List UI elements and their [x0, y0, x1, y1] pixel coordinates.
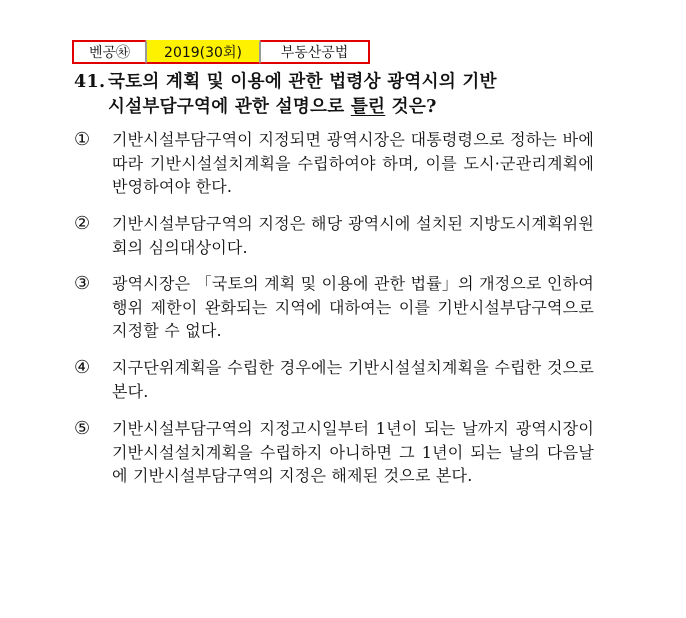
answer-option-5[interactable] [74, 417, 594, 488]
answer-option-4[interactable] [74, 356, 594, 403]
option-marker: ④ [74, 357, 91, 378]
question-text-line2 [74, 95, 614, 120]
subject-tag: 벤공㉷ [72, 40, 146, 64]
header-tag-bar [72, 40, 370, 64]
option-text: 광역시장은 「국토의 계획 및 이용에 관한 법률」의 개정으로 인하여 행위 제한이 완화되는 지역에 대하여는 이를 기반시설부담구역으로 지정할 수 없다. [112, 274, 594, 340]
option-marker: ② [74, 213, 91, 234]
option-marker: ⑤ [74, 418, 91, 439]
option-marker: ③ [74, 273, 91, 294]
answer-option-2[interactable] [74, 212, 594, 259]
answer-option-1[interactable] [74, 128, 594, 199]
answer-option-3[interactable] [74, 272, 594, 343]
option-text: 기반시설부담구역이 지정되면 광역시장은 대통령령으로 정하는 바에 따라 기반시설설치계획을 수립하여야 하며, 이를 도시·군관리계획에 반영하여야 한다. [112, 130, 594, 196]
option-text: 기반시설부담구역의 지정은 해당 광역시에 설치된 지방도시계획위원회의 심의대상이다. [112, 214, 594, 257]
exam-year-tag: 2019(30회) [146, 40, 260, 64]
option-text: 지구단위계획을 수립한 경우에는 기반시설설치계획을 수립한 것으로 본다. [112, 358, 594, 401]
question-text-line1: 국토의 계획 및 이용에 관한 법령상 광역시의 기반 [108, 72, 497, 92]
question-text-before: 시설부담구역에 관한 설명으로 [108, 97, 351, 117]
question-text-after: 것은? [385, 97, 437, 117]
question-emphasis: 틀린 [350, 97, 386, 117]
option-text: 기반시설부담구역의 지정고시일부터 1년이 되는 날까지 광역시장이 기반시설설치계획을 수립하지 아니하면 그 1년이 되는 날의 다음날에 기반시설부담구역의 지정은 해제된 것으로 본다. [112, 419, 594, 485]
law-tag: 부동산공법 [260, 40, 370, 64]
option-marker: ① [74, 129, 91, 150]
question-stem [74, 70, 614, 120]
question-number: 41. [74, 72, 106, 92]
